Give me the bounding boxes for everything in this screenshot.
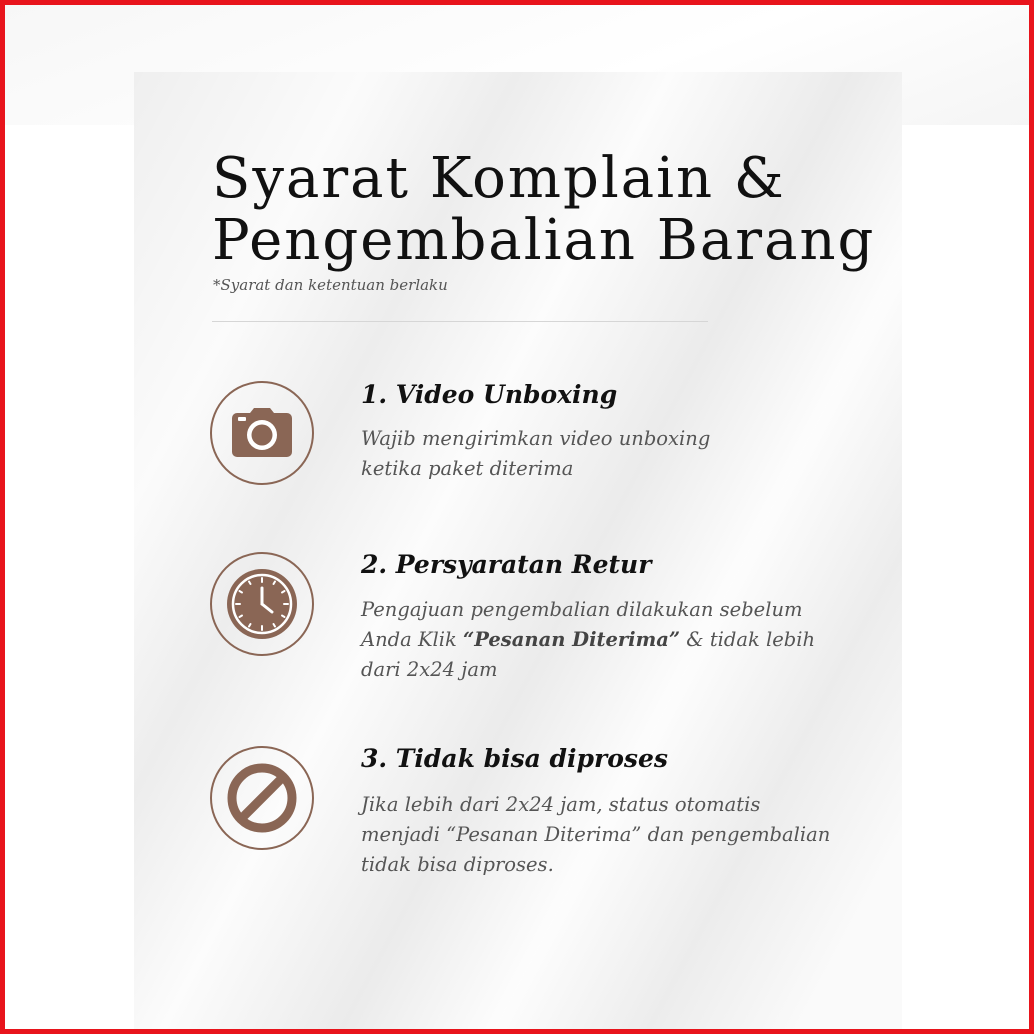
pesanan-diterima-emphasis: “Pesanan Diterima”	[463, 628, 681, 651]
title-line-1: Syarat Komplain &	[212, 146, 786, 211]
item-title-persyaratan-retur: 2. Persyaratan Retur	[361, 550, 652, 579]
item-title-video-unboxing: 1. Video Unboxing	[361, 380, 618, 409]
item-desc-video-unboxing: Wajib mengirimkan video unboxing ketika paket diterima	[361, 427, 711, 480]
prohibited-icon	[210, 746, 314, 850]
item-desc-tidak-bisa-diproses: Jika lebih dari 2x24 jam, status otomatis menjadi “Pesanan Diterima” dan pengembalian tidak bisa diproses.	[361, 793, 831, 876]
terms-note: *Syarat dan ketentuan berlaku	[213, 276, 448, 294]
item-desc-persyaratan-retur: Pengajuan pengembalian dilakukan sebelum Anda Klik “Pesanan Diterima” & tidak lebih dari 2x24 jam	[361, 598, 816, 681]
item-title-tidak-bisa-diproses: 3. Tidak bisa diproses	[361, 744, 668, 773]
title-line-2: Pengembalian Barang	[212, 208, 876, 273]
divider	[212, 321, 708, 322]
camera-icon	[210, 381, 314, 485]
clock-icon	[210, 552, 314, 656]
page-title	[212, 148, 875, 272]
